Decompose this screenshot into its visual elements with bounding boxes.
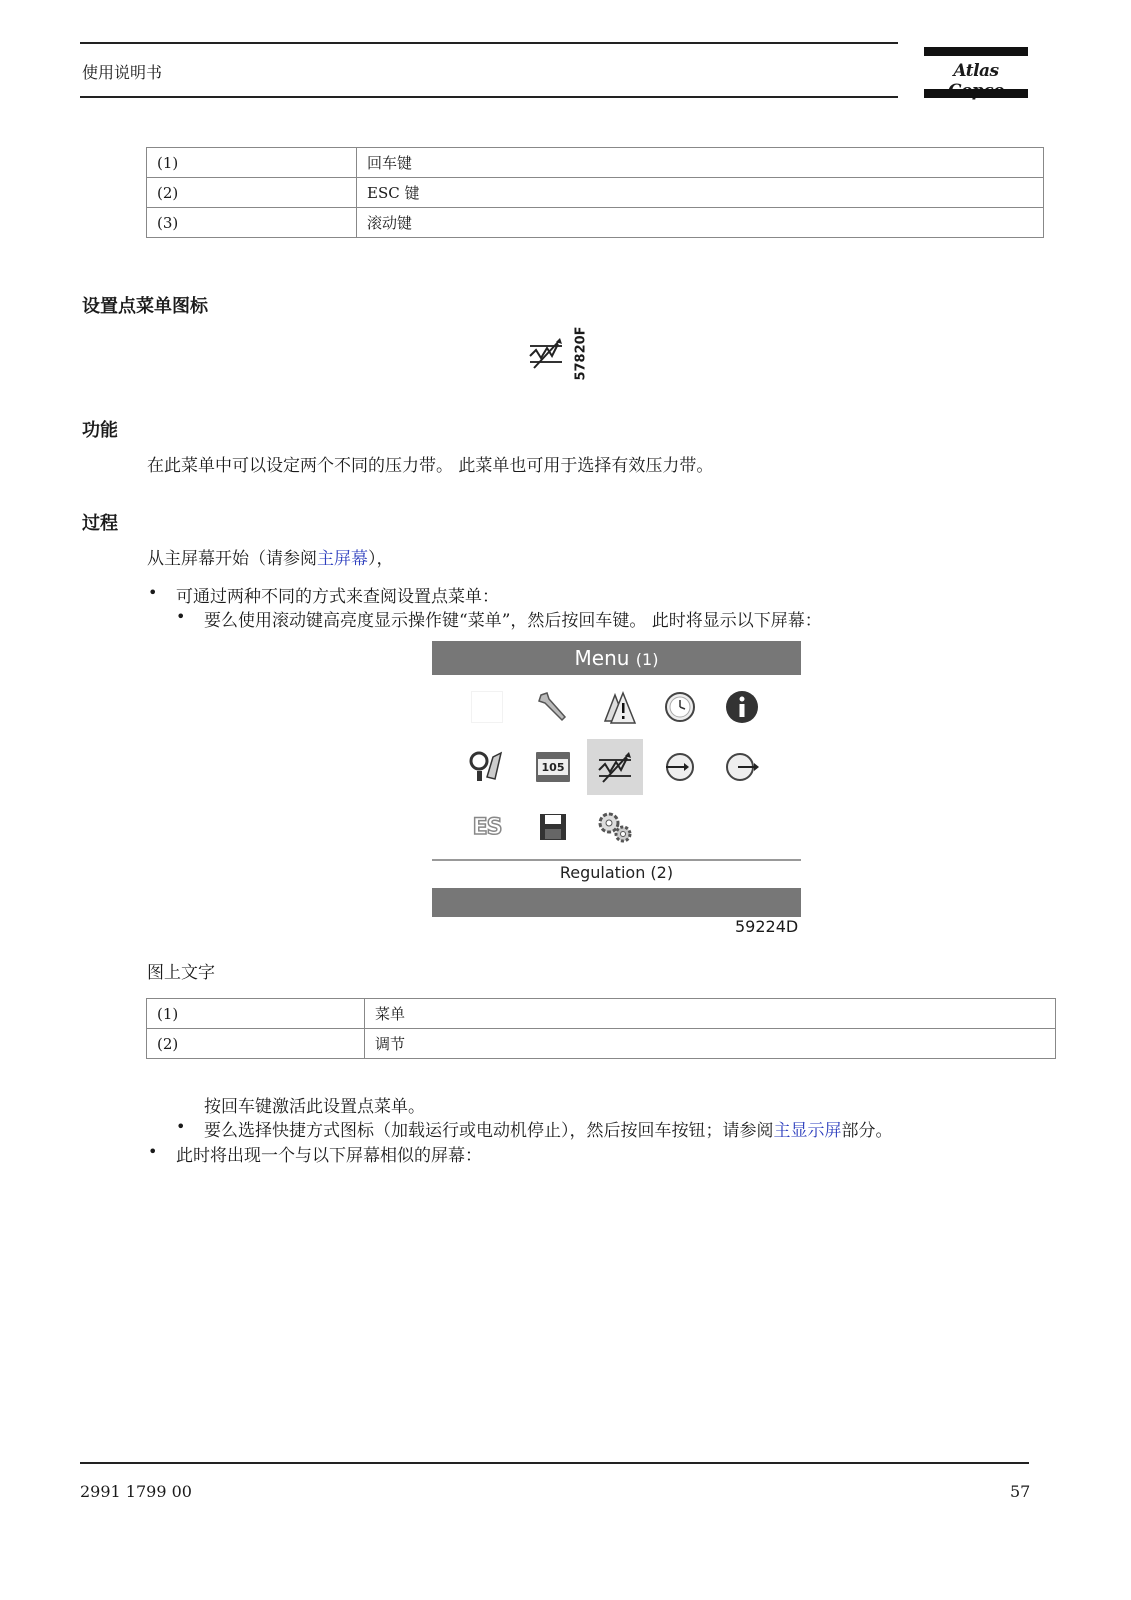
activate-text: 按回车键激活此设置点菜单。 (204, 1097, 425, 1117)
menu-title-text: Menu (574, 646, 630, 670)
table-cell-description: ESC 键 (357, 178, 1044, 208)
bullet-dot: • (148, 1142, 158, 1161)
setpoint-icon[interactable] (587, 739, 643, 795)
menu-screen-bottom-bar (432, 888, 801, 917)
logo-bottom-bar (924, 89, 1028, 98)
shortcut-bullet (204, 1116, 893, 1141)
bullet-dot: • (176, 607, 186, 626)
table-row (147, 208, 1044, 238)
icon-figure-code (566, 326, 589, 381)
table-row (147, 999, 1056, 1029)
menu-title-ref: (1) (635, 650, 659, 669)
setpoint-icon (526, 336, 566, 370)
counter-icon[interactable] (525, 739, 581, 795)
footer-rule (80, 1462, 1029, 1464)
table-cell-number: (2) (147, 1029, 365, 1059)
icon-figure-code-text: 57820F (573, 326, 589, 381)
shortcut-text-after: 部分。 (841, 1121, 893, 1141)
atlas-copco-logo (924, 47, 1028, 99)
table-cell-number: (3) (147, 208, 357, 238)
menu-footer-label-text: Regulation (559, 863, 646, 882)
shortcut-text-before: 要么选择快捷方式图标（加载运行或电动机停止），然后按回车按钮；请参阅 (204, 1121, 774, 1141)
table-row (147, 178, 1044, 208)
menu-screen-title (432, 641, 801, 675)
menu-screen (432, 641, 801, 917)
logo-top-bar (924, 47, 1028, 56)
document-number: 2991 1799 00 (80, 1482, 192, 1501)
logo-text: Atlas (953, 61, 999, 81)
table-cell-description: 菜单 (365, 999, 1056, 1029)
main-display-link[interactable]: 主显示屏 (773, 1121, 842, 1141)
es-icon[interactable] (459, 799, 515, 855)
legend-caption: 图上文字 (147, 963, 215, 983)
page-number: 57 (1010, 1482, 1031, 1501)
function-text: 在此菜单中可以设定两个不同的压力带。 此菜单也可用于选择有效压力带。 (147, 456, 714, 476)
similar-screen-bullet: 此时将出现一个与以下屏幕相似的屏幕： (176, 1146, 482, 1166)
start-text-before: 从主屏幕开始（请参阅 (147, 549, 317, 569)
main-screen-link[interactable]: 主屏幕 (317, 549, 368, 569)
menu-footer-ref: (2) (650, 863, 674, 882)
clock-icon[interactable] (652, 679, 708, 735)
warning-icon[interactable] (589, 679, 645, 735)
menu-figure-code: 59224D (735, 917, 799, 936)
unload-icon[interactable] (714, 739, 770, 795)
table-cell-number: (1) (147, 148, 357, 178)
bullet-dot: • (148, 583, 158, 602)
header-bottom-rule (80, 96, 898, 98)
table-row (147, 148, 1044, 178)
checklist-icon[interactable] (459, 739, 515, 795)
start-text-after: ）， (368, 549, 394, 569)
wrench-icon[interactable] (525, 679, 581, 735)
section-heading-function: 功能 (82, 420, 118, 441)
header-top-rule (80, 42, 898, 44)
menu-screen-separator (432, 859, 801, 861)
info-icon[interactable] (714, 679, 770, 735)
load-icon[interactable] (652, 739, 708, 795)
legend-table (146, 998, 1056, 1059)
table-cell-number: (1) (147, 999, 365, 1029)
counter-icon-text: 105 (541, 760, 565, 774)
es-icon-text: ES (472, 814, 502, 840)
section-heading-procedure: 过程 (82, 513, 118, 534)
procedure-start-text (147, 544, 394, 569)
table-cell-description: 调节 (365, 1029, 1056, 1059)
table-cell-description: 滚动键 (357, 208, 1044, 238)
blank-icon[interactable] (459, 679, 515, 735)
save-icon[interactable] (525, 799, 581, 855)
table-row (147, 1029, 1056, 1059)
section-heading-icon: 设置点菜单图标 (82, 296, 208, 317)
bullet-dot: • (176, 1117, 186, 1136)
table-cell-description: 回车键 (357, 148, 1044, 178)
procedure-bullet-1-sub: 要么使用滚动键高亮度显示操作键“菜单”，然后按回车键。 此时将显示以下屏幕： (204, 611, 822, 631)
menu-screen-label (432, 863, 801, 882)
settings-gears-icon[interactable] (587, 799, 643, 855)
procedure-bullet-1: 可通过两种不同的方式来查阅设置点菜单： (176, 587, 499, 607)
keys-table (146, 147, 1044, 238)
table-cell-number: (2) (147, 178, 357, 208)
document-title: 使用说明书 (82, 63, 163, 82)
